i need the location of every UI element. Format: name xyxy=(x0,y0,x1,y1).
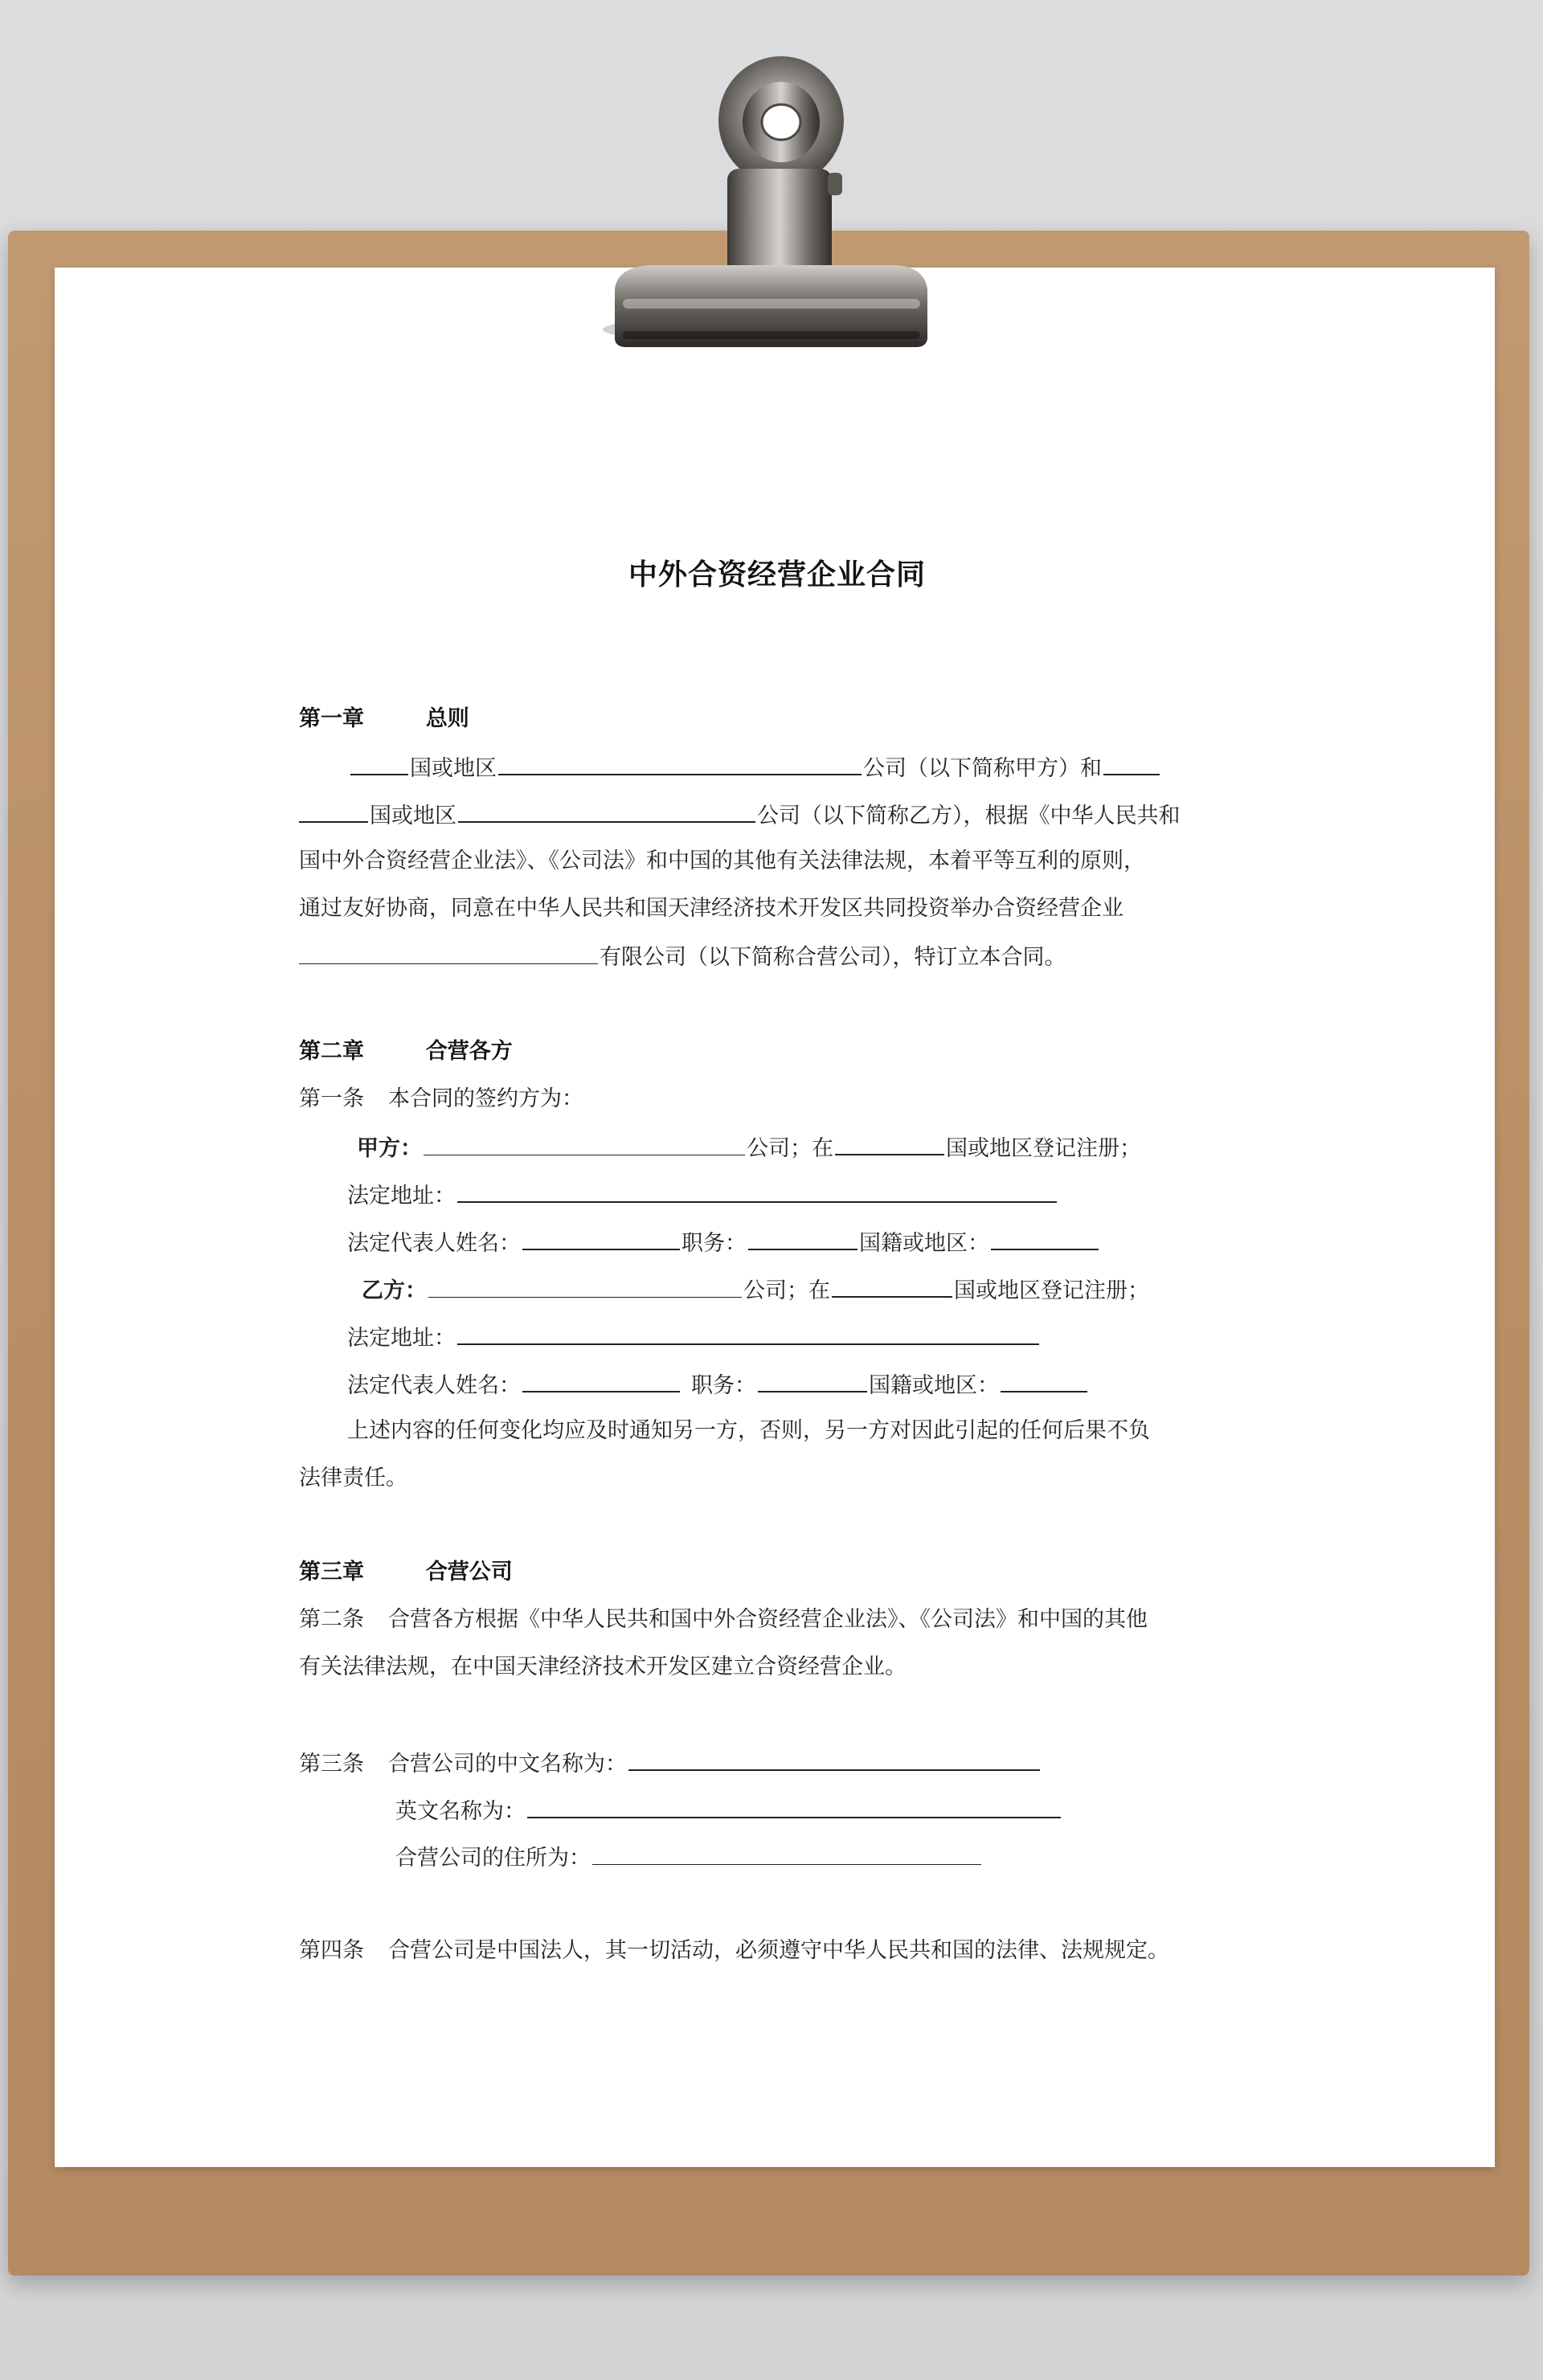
party-b-address-row xyxy=(299,1323,1041,1352)
binder-clip-icon xyxy=(579,48,948,354)
blank-field[interactable] xyxy=(592,1843,981,1865)
page-title: 中外合资经营企业合同 xyxy=(628,558,926,591)
article-1-text: 本合同的签约方为： xyxy=(388,1086,583,1111)
article-1 xyxy=(299,1086,583,1113)
blank-field[interactable] xyxy=(1001,1370,1087,1392)
blank-field[interactable] xyxy=(522,1370,680,1392)
notice-text: 上述内容的任何变化均应及时通知另一方，否则，另一方对因此引起的任何后果不负 xyxy=(347,1418,1150,1443)
rep-label: 法定代表人姓名： xyxy=(347,1231,521,1256)
nationality-label: 国籍或地区： xyxy=(859,1231,989,1256)
blank-field[interactable] xyxy=(457,1323,1039,1345)
position-label: 职务： xyxy=(681,1231,747,1256)
en-name-label: 英文名称为： xyxy=(395,1799,526,1824)
chapter-3-heading xyxy=(299,1559,513,1586)
article-4-text: 合营公司是中国法人，其一切活动，必须遵守中华人民共和国的法律、法规规定。 xyxy=(388,1938,1169,1963)
article-3-cn-name-row xyxy=(299,1748,1042,1778)
blank-field[interactable] xyxy=(832,1275,952,1298)
party-b-company: 公司；在 xyxy=(743,1278,830,1303)
blank-field[interactable] xyxy=(424,1134,745,1155)
blank-field[interactable] xyxy=(299,943,598,964)
party-a-registration: 国或地区登记注册； xyxy=(946,1136,1141,1161)
article-2-line-1 xyxy=(299,1606,1148,1634)
blank-field[interactable] xyxy=(428,1276,742,1298)
ch1-text: 公司（以下简称乙方），根据《中华人民共和 xyxy=(757,804,1181,828)
notice-line-2: 法律责任。 xyxy=(299,1466,407,1491)
ch1-paragraph-line-5 xyxy=(299,943,1066,971)
rep-label: 法定代表人姓名： xyxy=(347,1373,521,1398)
blank-field[interactable] xyxy=(522,1228,680,1250)
party-b-label: 乙方： xyxy=(362,1278,427,1303)
party-a-rep-row xyxy=(299,1228,1100,1257)
party-a-label: 甲方： xyxy=(357,1136,422,1161)
party-a-row xyxy=(299,1133,1141,1163)
nationality-label: 国籍或地区： xyxy=(869,1373,999,1398)
chapter-3-name: 合营公司 xyxy=(425,1560,513,1585)
ch1-paragraph-line-1 xyxy=(299,753,1161,783)
ch1-text: 公司（以下简称甲方）和 xyxy=(863,756,1102,781)
article-2-label: 第二条 xyxy=(299,1607,364,1632)
article-4-row xyxy=(299,1937,1169,1965)
party-b-row xyxy=(299,1275,1149,1305)
company-address-label: 合营公司的住所为： xyxy=(395,1846,591,1871)
blank-field[interactable] xyxy=(299,800,368,823)
party-a-address-row xyxy=(299,1180,1058,1210)
blank-field[interactable] xyxy=(498,753,862,775)
ch1-paragraph-line-3: 国中外合资经营企业法》、《公司法》和中国的其他有关法律法规，本着平等互利的原则， xyxy=(299,849,1145,873)
chapter-2-heading xyxy=(299,1038,513,1065)
ch1-paragraph-line-2 xyxy=(299,800,1181,830)
address-label: 法定地址： xyxy=(347,1326,456,1351)
blank-field[interactable] xyxy=(458,800,755,823)
article-2-text: 合营各方根据《中华人民共和国中外合资经营企业法》、《公司法》和中国的其他 xyxy=(388,1607,1148,1632)
party-b-registration: 国或地区登记注册； xyxy=(954,1278,1149,1303)
ch1-text: 国或地区 xyxy=(370,804,456,828)
article-2-line-2: 有关法律法规，在中国天津经济技术开发区建立合资经营企业。 xyxy=(299,1654,907,1679)
article-4-label: 第四条 xyxy=(299,1938,364,1963)
blank-field[interactable] xyxy=(457,1180,1057,1203)
chapter-2-label: 第二章 xyxy=(299,1039,364,1064)
blank-field[interactable] xyxy=(748,1228,857,1250)
blank-field[interactable] xyxy=(835,1133,944,1155)
cn-name-label: 合营公司的中文名称为： xyxy=(388,1752,627,1777)
blank-field[interactable] xyxy=(628,1748,1040,1771)
notice-line-1 xyxy=(299,1417,1150,1445)
position-label: 职务： xyxy=(691,1373,756,1398)
ch1-text: 国或地区 xyxy=(410,756,497,781)
blank-field[interactable] xyxy=(991,1228,1099,1250)
party-b-rep-row xyxy=(299,1370,1089,1400)
address-label: 法定地址： xyxy=(347,1184,456,1208)
article-3-en-name-row xyxy=(299,1796,1062,1826)
blank-field[interactable] xyxy=(1103,753,1160,775)
blank-field[interactable] xyxy=(350,753,408,775)
article-3-label: 第三条 xyxy=(299,1752,364,1777)
blank-field[interactable] xyxy=(758,1370,867,1392)
chapter-2-name: 合营各方 xyxy=(425,1039,513,1064)
chapter-1-heading xyxy=(299,705,469,733)
chapter-3-label: 第三章 xyxy=(299,1560,364,1585)
ch1-paragraph-line-4: 通过友好协商，同意在中华人民共和国天津经济技术开发区共同投资举办合资经营企业 xyxy=(299,896,1123,921)
chapter-1-label: 第一章 xyxy=(299,706,364,731)
chapter-1-name: 总则 xyxy=(425,706,469,731)
party-a-company: 公司；在 xyxy=(747,1136,833,1161)
article-1-label: 第一条 xyxy=(299,1086,364,1111)
ch1-text: 有限公司（以下简称合营公司），特订立本合同。 xyxy=(600,945,1066,970)
article-3-address-row xyxy=(299,1843,983,1872)
blank-field[interactable] xyxy=(527,1796,1061,1818)
